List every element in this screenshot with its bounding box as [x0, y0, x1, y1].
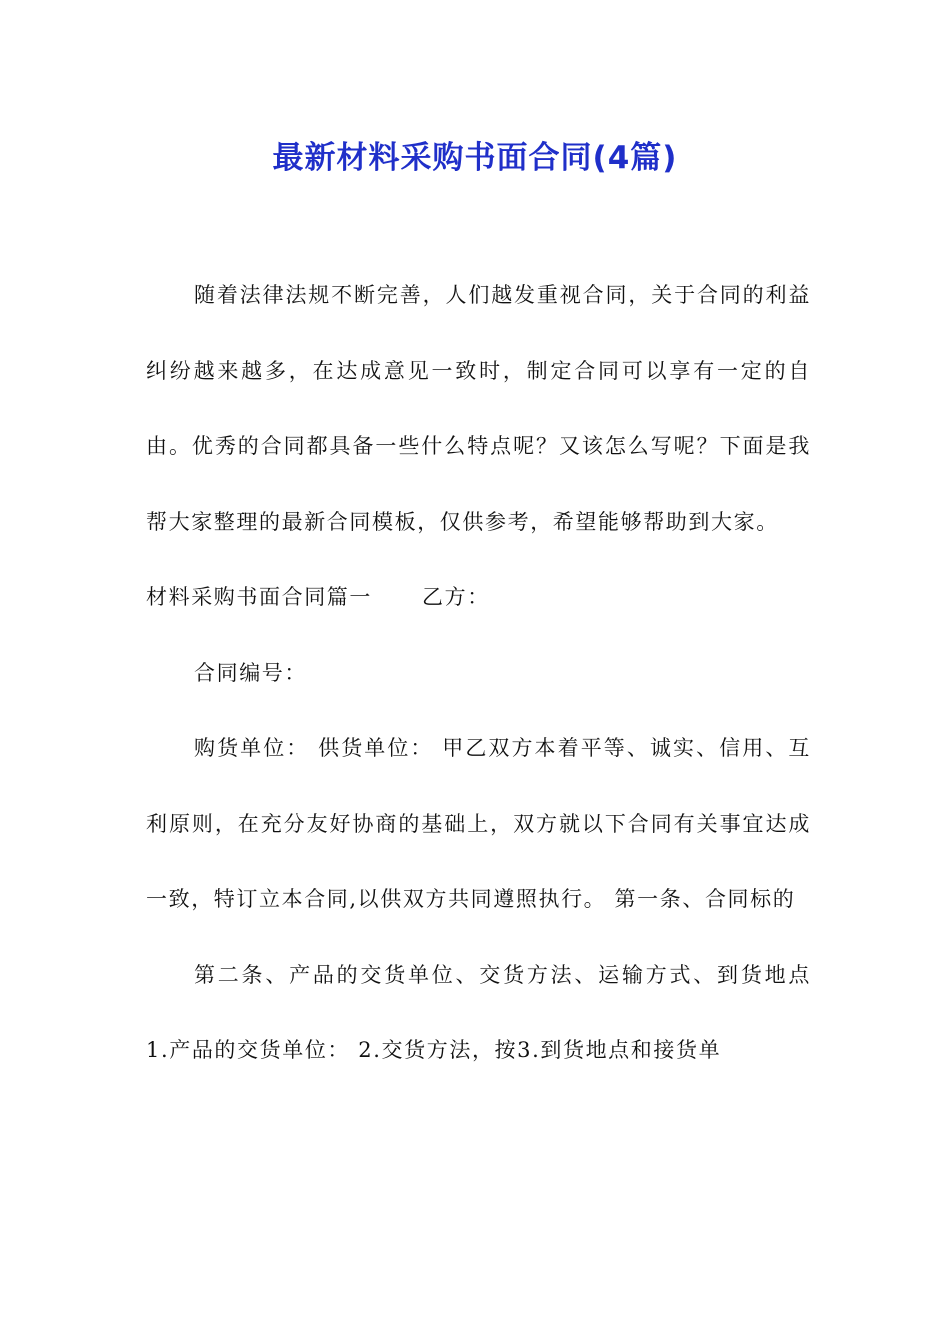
document-body — [146, 258, 811, 1089]
contract-preamble-paragraph: 购货单位： 供货单位： 甲乙双方本着平等、诚实、信用、互利原则，在充分友好协商的基础上，双方就以下合同有关事宜达成一致，特订立本合同,以供双方共同遵照执行。 第一条、合同标的 — [146, 736, 811, 911]
article-two-paragraph: 第二条、产品的交货单位、交货方法、运输方式、到货地点 1.产品的交货单位： 2.交货方法，按3.到货地点和接货单 — [146, 962, 811, 1062]
intro-paragraph: 随着法律法规不断完善，人们越发重视合同，关于合同的利益纠纷越来越多，在达成意见一致时，制定合同可以享有一定的自由。优秀的合同都具备一些什么特点呢？又该怎么写呢？下面是我帮大家整理的最新合同模板，仅供参考，希望能够帮助到大家。 — [146, 283, 811, 534]
section-heading-line — [146, 560, 811, 636]
section-heading: 材料采购书面合同篇一 — [146, 585, 372, 609]
document-title: 最新材料采购书面合同(4篇) — [272, 140, 678, 176]
party-b-label: 乙方： — [422, 585, 490, 609]
contract-number-label: 合同编号： — [194, 660, 307, 685]
